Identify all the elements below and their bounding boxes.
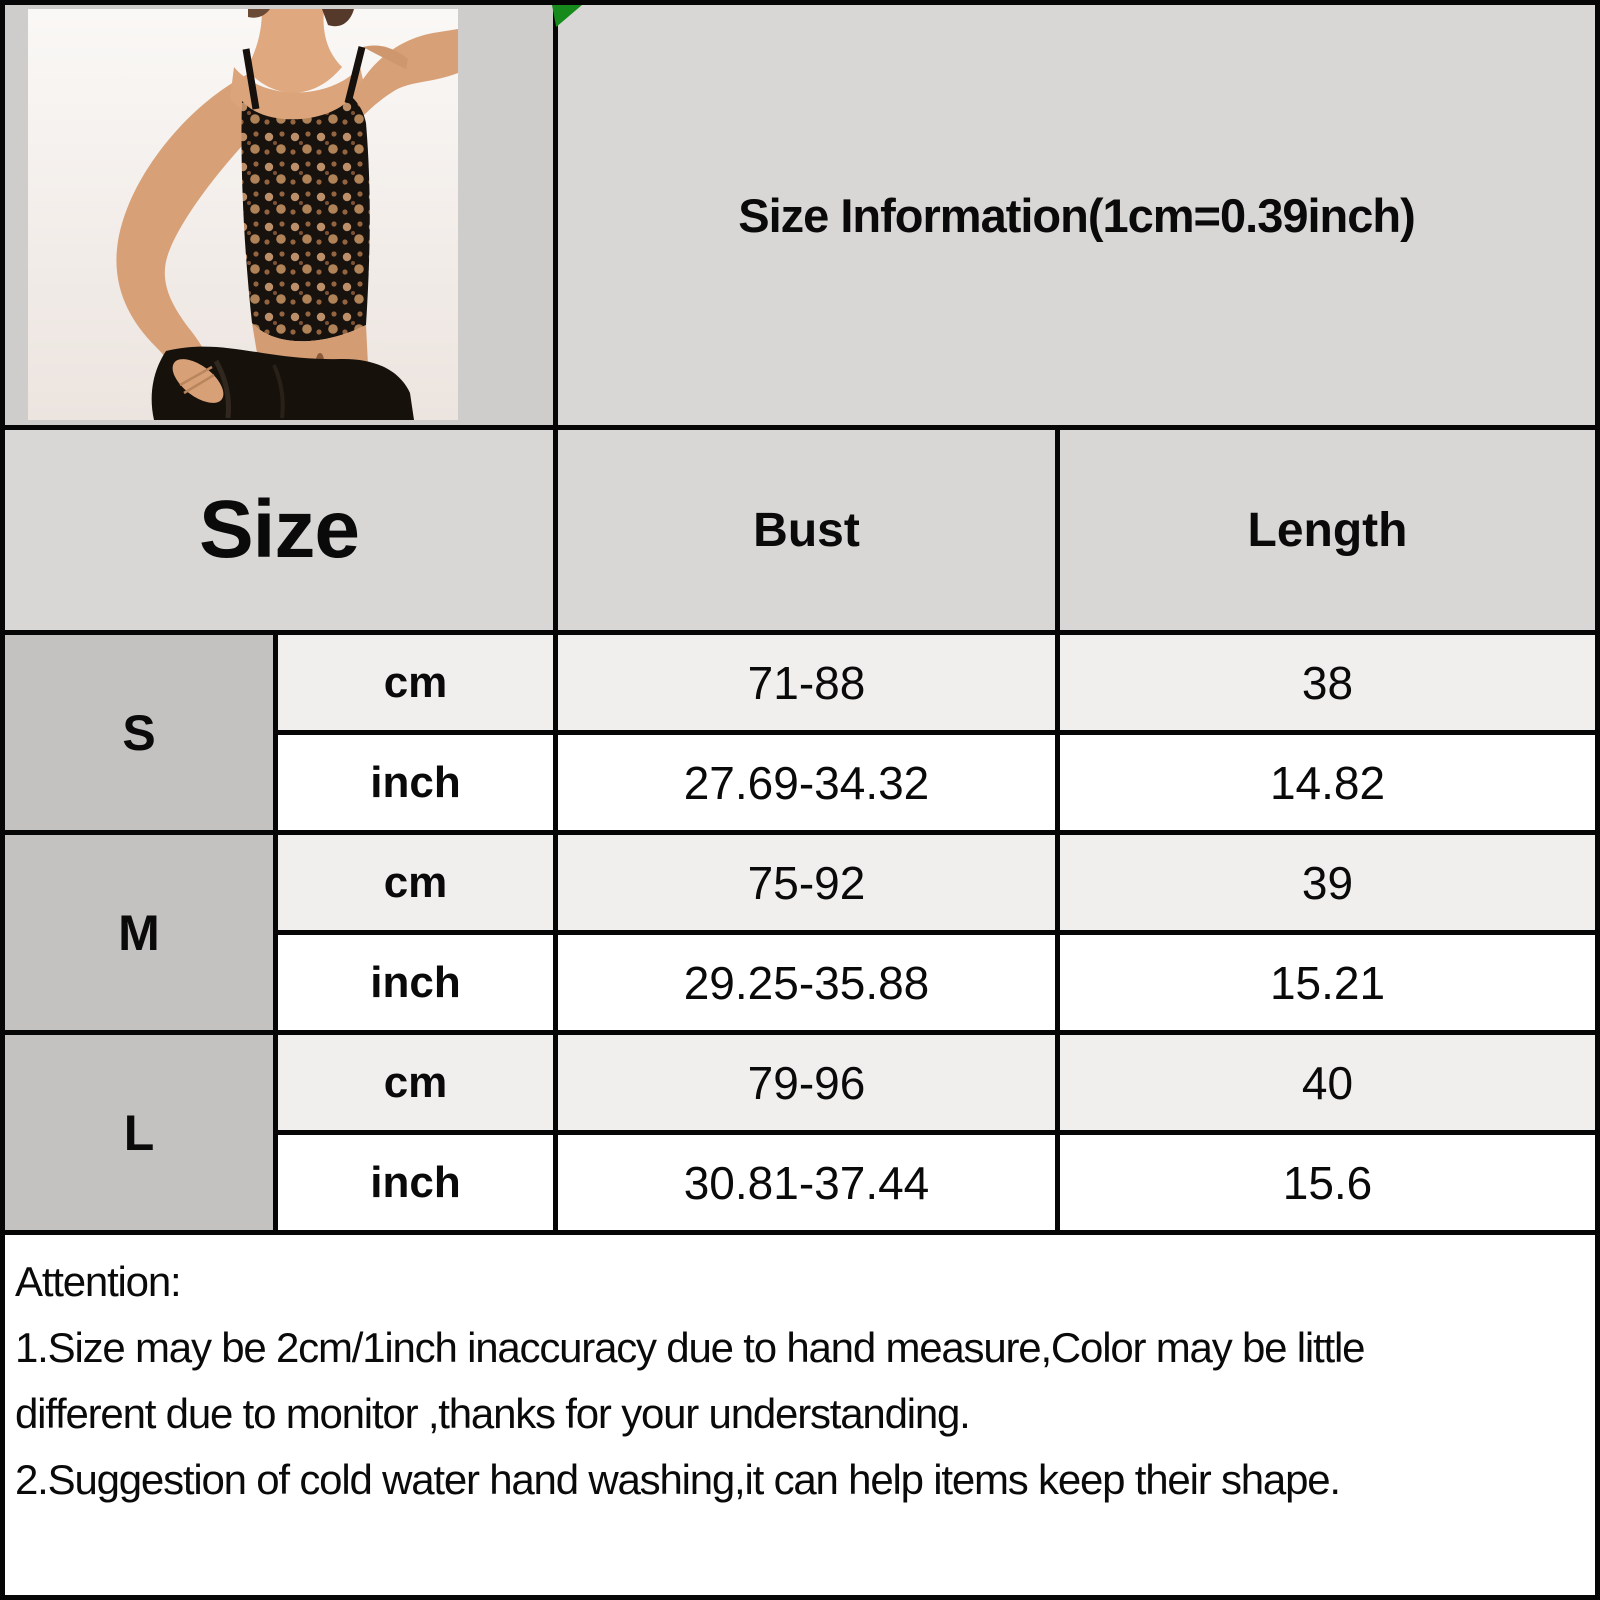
cell-m-inch-bust: 29.25-35.88 (558, 935, 1055, 1030)
size-label-m: M (5, 835, 273, 1030)
unit-label-s-inch: inch (278, 735, 553, 830)
model-illustration (28, 9, 458, 420)
size-label-l: L (5, 1035, 273, 1230)
cell-s-cm-length: 38 (1060, 635, 1595, 730)
attention-section (5, 1235, 1595, 1595)
unit-label-m-cm: cm (278, 835, 553, 930)
column-header-size: Size (5, 430, 553, 630)
cell-s-cm-bust: 71-88 (558, 635, 1055, 730)
cell-s-inch-bust: 27.69-34.32 (558, 735, 1055, 830)
cell-l-inch-length: 15.6 (1060, 1135, 1595, 1230)
attention-line-1: 1.Size may be 2cm/1inch inaccuracy due to hand measure,Color may be little (15, 1324, 1365, 1371)
unit-label-s-cm: cm (278, 635, 553, 730)
unit-label-l-cm: cm (278, 1035, 553, 1130)
cell-s-inch-length: 14.82 (1060, 735, 1595, 830)
column-header-bust: Bust (558, 430, 1055, 630)
column-header-length: Length (1060, 430, 1595, 630)
unit-label-l-inch: inch (278, 1135, 553, 1230)
cell-l-cm-bust: 79-96 (558, 1035, 1055, 1130)
unit-label-m-inch: inch (278, 935, 553, 1030)
size-label-s: S (5, 635, 273, 830)
product-photo (28, 9, 458, 420)
cell-l-cm-length: 40 (1060, 1035, 1595, 1130)
title-box (558, 5, 1595, 425)
page-title: Size Information(1cm=0.39inch) (738, 188, 1415, 242)
attention-heading: Attention: (15, 1258, 181, 1305)
product-photo-cell (5, 5, 553, 425)
attention-line-2: different due to monitor ,thanks for your understanding. (15, 1390, 970, 1437)
cell-m-inch-length: 15.21 (1060, 935, 1595, 1030)
cell-m-cm-bust: 75-92 (558, 835, 1055, 930)
cell-l-inch-bust: 30.81-37.44 (558, 1135, 1055, 1230)
cell-m-cm-length: 39 (1060, 835, 1595, 930)
attention-line-3: 2.Suggestion of cold water hand washing,it can help items keep their shape. (15, 1456, 1340, 1503)
